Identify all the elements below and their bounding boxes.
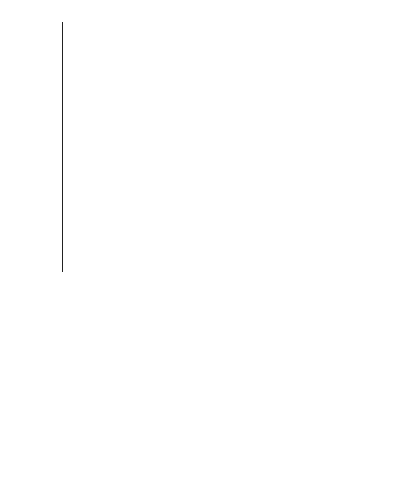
divider-line	[62, 22, 63, 272]
